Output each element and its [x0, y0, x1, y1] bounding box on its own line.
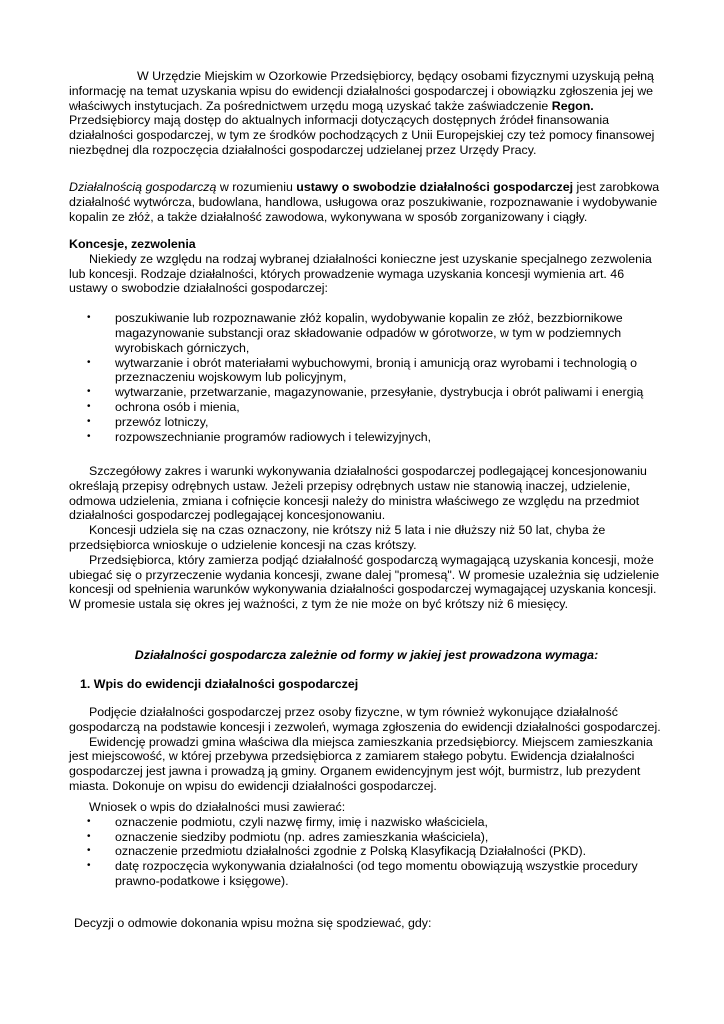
bullet-icon: • — [87, 815, 91, 827]
regon-term: Regon. — [551, 98, 594, 113]
concessions-intro: Niekiedy ze względu na rodzaj wybranej działalności konieczne jest uzyskanie specjalnego zezwolenia lub koncesji. Rodzaje działalności, których prowadzenie wymaga uzyskania koncesji wymienia art. 46 ustawy o swobodzie działalności gospodarczej: — [69, 251, 652, 296]
forms-heading: Działalności gospodarcza zależnie od formy w jakiej jest prowadzona wymaga: — [134, 648, 599, 662]
application-item — [69, 815, 664, 830]
application-item-text: datę rozpoczęcia wykonywania działalności (od tego momentu obowiązują wszystkie procedury prawno-podatkowe i księgowe). — [115, 859, 638, 888]
intro-lead: W Urzędzie Miejskim w Ozorkowie Przedsiębiorcy, będący osobami fizycznymi uzyskują pełną informację na temat uzyskania wpisu do ewidencji działalności gospodarczej i obowiązku zgłoszenia jej we właściwych instytucjach. Za pośrednictwem urzędu mogą uzyskać także zaświadczenie — [69, 69, 654, 113]
concession-item — [69, 311, 664, 355]
section1-body — [69, 705, 664, 794]
concessions-heading: Koncesje, zezwolenia — [69, 237, 196, 251]
application-block — [69, 800, 664, 889]
intro-rest: Przedsiębiorcy mają dostęp do aktualnych informacji dotyczących dostępnych źródeł finansowania działalności gospodarczej, w tym ze środków pochodzących z Unii Europejskiej czy też pomocy finansowej niezbędnej dla rozpoczęcia działalności gospodarczej udzielanej przez Urzędy Pracy. — [69, 113, 655, 157]
concessions-p1: Szczegółowy zakres i warunki wykonywania działalności gospodarczej podlegającej koncesjonowaniu określają przepisy odrębnych ustaw. Jeżeli przepisy odrębnych ustaw nie stanowią inaczej, udzielenie, odmowa udzielenia, zmiana i cofnięcie koncesji należy do ministra właściwego ze względu na przedmiot działalności gospodarczej podlegającej koncesjonowaniu. — [69, 464, 647, 523]
application-item-text: oznaczenie siedziby podmiotu (np. adres zamieszkania właściciela), — [115, 829, 489, 844]
definition-term: Działalnością gospodarczą — [69, 180, 217, 194]
section1-p1: Podjęcie działalności gospodarczej przez osoby fizyczne, w tym również wykonujące działalność gospodarczą na podstawie koncesji i zezwoleń, wymaga zgłoszenia do ewidencji działalności gospodarczej. — [69, 705, 661, 734]
concession-item-text: wytwarzanie i obrót materiałami wybuchowymi, bronią i amunicją oraz wyrobami i technologią o przeznaczeniu wojskowym lub policyjnym, — [115, 355, 638, 385]
bullet-icon: • — [87, 312, 91, 324]
bullet-icon: • — [87, 845, 91, 857]
refusal-text: Decyzji o odmowie dokonania wpisu można się spodziewać, gdy: — [74, 916, 432, 930]
bullet-icon: • — [87, 400, 91, 412]
application-item-text: oznaczenie przedmiotu działalności zgodnie z Polską Klasyfikacją Działalności (PKD). — [115, 844, 587, 859]
concession-item — [69, 415, 664, 430]
refusal-block — [74, 916, 669, 931]
section1-heading-block — [80, 677, 664, 692]
application-intro: Wniosek o wpis do działalności musi zawierać: — [89, 800, 346, 814]
intro-paragraph — [69, 69, 664, 158]
concession-details — [69, 464, 664, 612]
forms-heading-block — [69, 648, 664, 663]
concessions-section — [69, 237, 664, 444]
concessions-p2: Koncesji udziela się na czas oznaczony, nie krótszy niż 5 lata i nie dłuższy niż 50 lat, chyba że przedsiębiorca wnioskuje o udzielenie koncesji na czas krótszy. — [69, 523, 606, 552]
bullet-icon: • — [87, 386, 91, 398]
bullet-icon: • — [87, 430, 91, 442]
act-name: ustawy o swobodzie działalności gospodarczej — [296, 180, 574, 194]
concession-item-text: przewóz lotniczy, — [115, 414, 209, 429]
concession-item-text: ochrona osób i mienia, — [115, 399, 240, 414]
bullet-icon: • — [87, 415, 91, 427]
definition-middle: w rozumieniu — [216, 180, 297, 194]
bullet-icon: • — [87, 830, 91, 842]
concession-item — [69, 385, 664, 400]
concessions-p3: Przedsiębiorca, który zamierza podjąć działalność gospodarczą wymagającą uzyskania koncesji, może ubiegać się o przyrzeczenie wydania koncesji, zwane dalej "promesą". W promesie uzależnia się udzielenie koncesji od spełnienia warunków wykonywania działalności gospodarczej wymagającej uzyskania koncesji. W promesie ustala się okres jej ważności, z tym że nie może on być krótszy niż 6 miesięcy. — [69, 552, 660, 612]
concession-list — [69, 311, 664, 444]
definition-paragraph — [69, 180, 664, 224]
concession-item — [69, 356, 664, 386]
application-list — [69, 815, 664, 889]
concession-item-text: rozpowszechnianie programów radiowych i telewizyjnych, — [115, 429, 432, 444]
bullet-icon: • — [87, 860, 91, 872]
application-item — [69, 844, 664, 859]
application-item — [69, 830, 664, 845]
application-item — [69, 859, 664, 889]
application-item-text: oznaczenie podmiotu, czyli nazwę firmy, imię i nazwisko właściciela, — [115, 814, 489, 829]
concession-item-text: poszukiwanie lub rozpoznawanie złóż kopalin, wydobywanie kopalin ze złóż, bezzbiornikowe magazynowanie substancji oraz składowanie odpadów w górotworze, w tym w podziemnych wyrobiskach górniczych, — [115, 311, 623, 355]
section1-heading: 1. Wpis do ewidencji działalności gospodarczej — [80, 677, 359, 691]
concession-item — [69, 400, 664, 415]
concession-item-text: wytwarzanie, przetwarzanie, magazynowanie, przesyłanie, dystrybucja i obrót paliwami i energią — [115, 385, 644, 400]
concession-item — [69, 430, 664, 445]
bullet-icon: • — [87, 356, 91, 368]
section1-p2: Ewidencję prowadzi gmina właściwa dla miejsca zamieszkania przedsiębiorcy. Miejscem zamieszkania jest miejscowość, w której przebywa przedsiębiorca z zamiarem stałego pobytu. Ewidencja działalności gospodarczej jest jawna i prowadzą ją gminy. Organem ewidencyjnym jest wójt, burmistrz, lub prezydent miasta. Dokonuje on wpisu do ewidencji działalności gospodarczej. — [69, 734, 653, 793]
definition-rest: jest zarobkowa działalność wytwórcza, budowlana, handlowa, usługowa oraz poszukiwanie, rozpoznawanie i wydobywanie kopalin ze złóż, a także działalność zawodowa, wykonywana w sposób zorganizowany i ciągły. — [69, 180, 660, 224]
